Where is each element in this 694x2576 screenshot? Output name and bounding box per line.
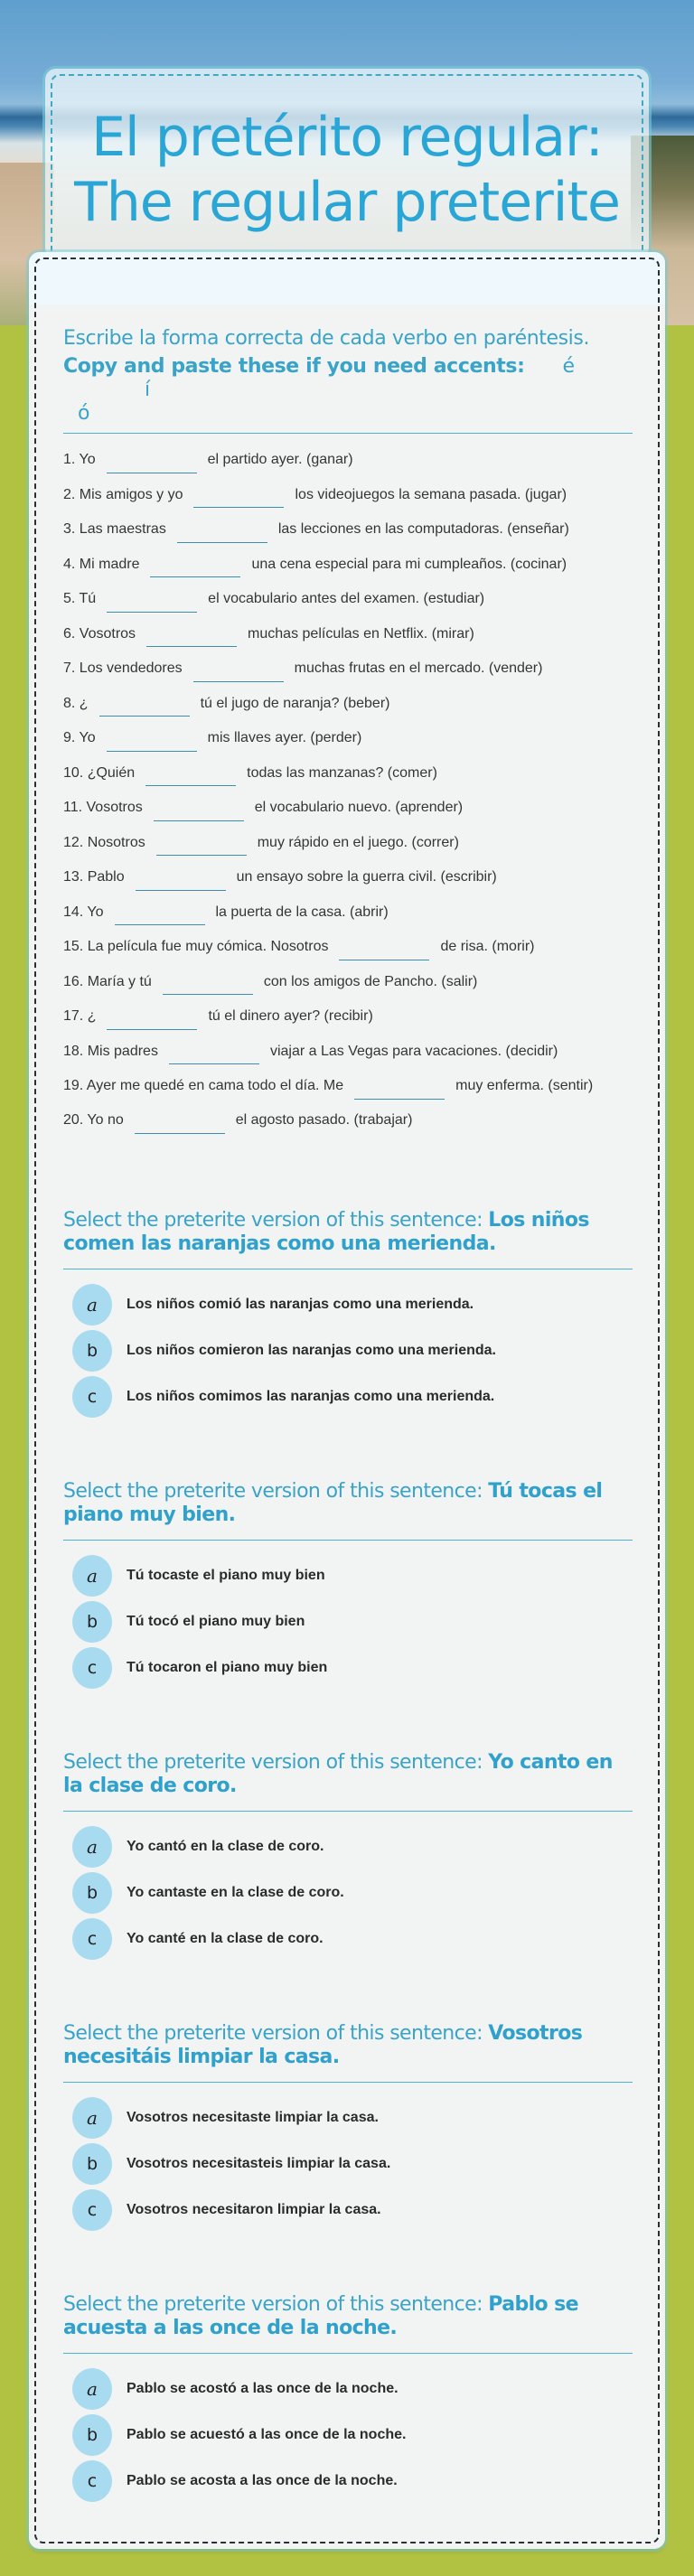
fill-in-item-12 (63, 826, 633, 861)
item-prefix: 7. Los vendedores (63, 660, 183, 676)
fill-in-item-14 (63, 895, 633, 931)
option-text[interactable]: Yo canté en la clase de coro. (127, 1931, 324, 1946)
prompt-sentence: Pablo se acuesta a las once de la noche. (63, 2292, 578, 2339)
item-prefix: 9. Yo (63, 730, 96, 745)
option-text[interactable]: Pablo se acosta a las once de la noche. (127, 2473, 398, 2488)
question-prompt (63, 1751, 633, 1798)
fill-in-list (63, 443, 633, 1138)
multiple-choice-question-5 (63, 2293, 633, 2505)
answer-input-3[interactable] (177, 527, 267, 543)
accent-char-e[interactable]: é (562, 355, 575, 378)
page-title-line-2: The regular preterite (74, 171, 620, 234)
option-c[interactable] (63, 2187, 633, 2234)
multiple-choice-question-3 (63, 1751, 633, 1962)
item-suffix: muy rápido en el juego. (correr) (257, 834, 459, 850)
question-prompt (63, 2293, 633, 2340)
option-letter-badge[interactable]: b (72, 1330, 112, 1372)
item-suffix: el agosto pasado. (trabajar) (235, 1112, 413, 1128)
option-b[interactable] (63, 1870, 633, 1916)
fill-in-item-2 (63, 478, 633, 513)
item-prefix: 15. La película fue muy cómica. Nosotros (63, 939, 329, 954)
option-c[interactable] (63, 1645, 633, 1691)
question-divider (63, 2353, 633, 2354)
item-prefix: 18. Mis padres (63, 1043, 158, 1059)
accents-label: Copy and paste these if you need accents: (63, 355, 525, 378)
answer-input-4[interactable] (150, 561, 240, 577)
fill-in-item-4 (63, 548, 633, 583)
option-c[interactable] (63, 2459, 633, 2505)
section-divider (63, 433, 633, 434)
fill-in-instruction: Escribe la forma correcta de cada verbo en paréntesis. (63, 327, 590, 350)
fill-in-item-18 (63, 1035, 633, 1070)
item-suffix: mis llaves ayer. (perder) (207, 730, 362, 745)
question-divider (63, 2082, 633, 2083)
item-prefix: 13. Pablo (63, 869, 125, 885)
prompt-sentence: Vosotros necesitáis limpiar la casa. (63, 2021, 583, 2068)
title-card (45, 69, 649, 258)
question-prompt (63, 1209, 633, 1256)
item-suffix: muchas películas en Netflix. (mirar) (248, 625, 474, 642)
item-suffix: el vocabulario antes del examen. (estudiar) (208, 591, 485, 606)
option-text[interactable]: Los niños comimos las naranjas como una merienda. (127, 1389, 495, 1404)
item-suffix: una cena especial para mi cumpleaños. (cocinar) (251, 556, 567, 572)
prompt-sentence: Los niños comen las naranjas como una merienda. (63, 1208, 589, 1255)
fill-in-item-20 (63, 1103, 633, 1138)
answer-input-9[interactable] (107, 735, 197, 752)
item-prefix: 19. Ayer me quedé en cama todo el día. Me (63, 1078, 344, 1093)
item-prefix: 16. María y tú (63, 973, 152, 989)
fill-in-item-10 (63, 756, 633, 792)
accent-char-i[interactable]: í (145, 379, 150, 401)
fill-in-item-7 (63, 651, 633, 687)
fill-in-item-9 (63, 721, 633, 756)
question-prompt (63, 2022, 633, 2069)
answer-input-7[interactable] (193, 666, 284, 682)
answer-input-1[interactable] (107, 457, 197, 473)
multiple-choice-question-4 (63, 2022, 633, 2234)
option-text[interactable]: Vosotros necesitaron limpiar la casa. (127, 2202, 381, 2217)
option-text[interactable]: Tú tocó el piano muy bien (127, 1614, 305, 1629)
fill-in-item-19 (63, 1069, 633, 1103)
answer-input-11[interactable] (154, 805, 244, 821)
prompt-sentence: Tú tocas el piano muy bien. (63, 1479, 603, 1526)
item-prefix: 1. Yo (63, 452, 96, 467)
option-letter-badge[interactable]: c (72, 1918, 112, 1960)
fill-in-item-15 (63, 930, 633, 965)
item-suffix: viajar a Las Vegas para vacaciones. (decidir) (269, 1043, 558, 1059)
answer-input-2[interactable] (193, 492, 284, 508)
answer-input-6[interactable] (146, 631, 237, 647)
option-letter-badge[interactable]: a (72, 2368, 112, 2410)
option-letter-badge[interactable]: c (72, 2189, 112, 2231)
item-prefix: 10. ¿Quién (63, 764, 136, 781)
item-suffix: todas las manzanas? (comer) (247, 764, 437, 781)
question-prompt (63, 1480, 633, 1527)
item-prefix: 12. Nosotros (63, 834, 145, 850)
item-suffix: un ensayo sobre la guerra civil. (escribir) (236, 869, 497, 885)
option-letter-badge[interactable]: b (72, 2414, 112, 2456)
page-title (45, 105, 649, 235)
option-b[interactable] (63, 2412, 633, 2459)
option-b[interactable] (63, 1599, 633, 1645)
answer-input-18[interactable] (169, 1048, 259, 1064)
option-text[interactable]: Los niños comió las naranjas como una merienda. (127, 1297, 474, 1312)
worksheet-header-band (29, 252, 665, 304)
page-title-line-1: El pretérito regular: (91, 106, 603, 169)
item-suffix: los videojuegos la semana pasada. (jugar) (295, 486, 567, 502)
item-prefix: 14. Yo (63, 904, 104, 920)
option-a[interactable] (63, 1824, 633, 1870)
fill-in-item-11 (63, 791, 633, 826)
option-text[interactable]: Los niños comieron las naranjas como una merienda. (127, 1343, 496, 1358)
item-suffix: la puerta de la casa. (abrir) (215, 904, 389, 920)
prompt-text: Select the preterite version of this sentence: (63, 2021, 489, 2045)
accents-helper (63, 355, 633, 426)
prompt-sentence: Yo canto en la clase de coro. (63, 1750, 613, 1797)
fill-in-item-1 (63, 443, 633, 478)
fill-in-item-17 (63, 999, 633, 1035)
option-letter-badge[interactable]: c (72, 2460, 112, 2502)
item-suffix: tú el jugo de naranja? (beber) (200, 695, 390, 711)
option-text[interactable]: Yo cantó en la clase de coro. (127, 1839, 324, 1854)
prompt-text: Select the preterite version of this sentence: (63, 1208, 489, 1232)
fill-in-item-13 (63, 860, 633, 895)
option-letter-badge[interactable]: a (72, 1555, 112, 1597)
answer-input-20[interactable] (135, 1118, 225, 1134)
option-b[interactable] (63, 2141, 633, 2187)
item-prefix: 11. Vosotros (63, 800, 143, 815)
item-suffix: de risa. (morir) (440, 939, 535, 954)
item-prefix: 2. Mis amigos y yo (63, 486, 183, 502)
option-text[interactable]: Tú tocaste el piano muy bien (127, 1568, 325, 1583)
fill-in-item-8 (63, 687, 633, 722)
item-prefix: 8. ¿ (63, 695, 89, 711)
answer-input-13[interactable] (136, 875, 226, 891)
option-text[interactable]: Vosotros necesitaste limpiar la casa. (127, 2110, 379, 2125)
multiple-choice-question-2 (63, 1480, 633, 1691)
option-letter-badge[interactable]: b (72, 1601, 112, 1643)
option-a[interactable] (63, 1282, 633, 1328)
item-prefix: 17. ¿ (63, 1008, 97, 1024)
question-divider (63, 1811, 633, 1812)
worksheet-content (63, 326, 633, 2505)
question-divider (63, 1540, 633, 1541)
option-a[interactable] (63, 1553, 633, 1599)
answer-input-8[interactable] (99, 700, 190, 717)
option-text[interactable]: Tú tocaron el piano muy bien (127, 1660, 328, 1675)
item-suffix: el partido ayer. (ganar) (207, 452, 353, 467)
fill-in-item-5 (63, 582, 633, 617)
options-list (63, 2366, 633, 2505)
option-letter-badge[interactable]: b (72, 2143, 112, 2185)
options-list (63, 1824, 633, 1962)
item-prefix: 3. Las maestras (63, 521, 166, 537)
item-suffix: con los amigos de Pancho. (salir) (263, 973, 478, 989)
item-prefix: 5. Tú (63, 591, 97, 606)
fill-in-item-3 (63, 512, 633, 548)
answer-input-10[interactable] (145, 770, 236, 786)
item-prefix: 4. Mi madre (63, 556, 140, 572)
option-letter-badge[interactable]: a (72, 1284, 112, 1325)
options-list (63, 2095, 633, 2234)
answer-input-15[interactable] (339, 944, 429, 960)
item-prefix: 6. Vosotros (63, 625, 136, 642)
option-text[interactable]: Pablo se acostó a las once de la noche. (127, 2381, 399, 2396)
item-suffix: muy enferma. (sentir) (455, 1078, 594, 1093)
item-prefix: 20. Yo no (63, 1112, 124, 1128)
option-text[interactable]: Vosotros necesitasteis limpiar la casa. (127, 2156, 391, 2171)
answer-input-19[interactable] (354, 1083, 445, 1100)
fill-in-item-6 (63, 617, 633, 652)
option-letter-badge[interactable]: a (72, 1826, 112, 1868)
option-text[interactable]: Yo cantaste en la clase de coro. (127, 1885, 344, 1900)
item-suffix: las lecciones en las computadoras. (enseñar) (277, 521, 569, 537)
fill-in-section (63, 326, 633, 1138)
prompt-text: Select the preterite version of this sentence: (63, 1479, 489, 1503)
option-text[interactable]: Pablo se acuestó a las once de la noche. (127, 2427, 407, 2442)
answer-input-5[interactable] (107, 596, 197, 613)
option-c[interactable] (63, 1916, 633, 1962)
option-letter-badge[interactable]: c (72, 1376, 112, 1418)
answer-input-12[interactable] (156, 839, 247, 856)
item-suffix: muchas frutas en el mercado. (vender) (294, 660, 543, 676)
option-letter-badge[interactable]: b (72, 1872, 112, 1914)
option-b[interactable] (63, 1328, 633, 1374)
multiple-choice-question-1 (63, 1209, 633, 1420)
option-a[interactable] (63, 2366, 633, 2412)
fill-in-item-16 (63, 965, 633, 1000)
options-list (63, 1282, 633, 1420)
option-c[interactable] (63, 1374, 633, 1420)
item-suffix: el vocabulario nuevo. (aprender) (254, 800, 464, 815)
prompt-text: Select the preterite version of this sentence: (63, 1750, 489, 1774)
item-suffix: tú el dinero ayer? (recibir) (208, 1008, 373, 1024)
options-list (63, 1553, 633, 1691)
worksheet-card (29, 252, 665, 2549)
prompt-text: Select the preterite version of this sentence: (63, 2292, 489, 2316)
answer-input-14[interactable] (115, 909, 205, 925)
answer-input-16[interactable] (163, 979, 253, 995)
option-letter-badge[interactable]: a (72, 2097, 112, 2139)
accent-char-o[interactable]: ó (78, 402, 90, 425)
option-letter-badge[interactable]: c (72, 1647, 112, 1689)
answer-input-17[interactable] (107, 1014, 197, 1030)
option-a[interactable] (63, 2095, 633, 2141)
